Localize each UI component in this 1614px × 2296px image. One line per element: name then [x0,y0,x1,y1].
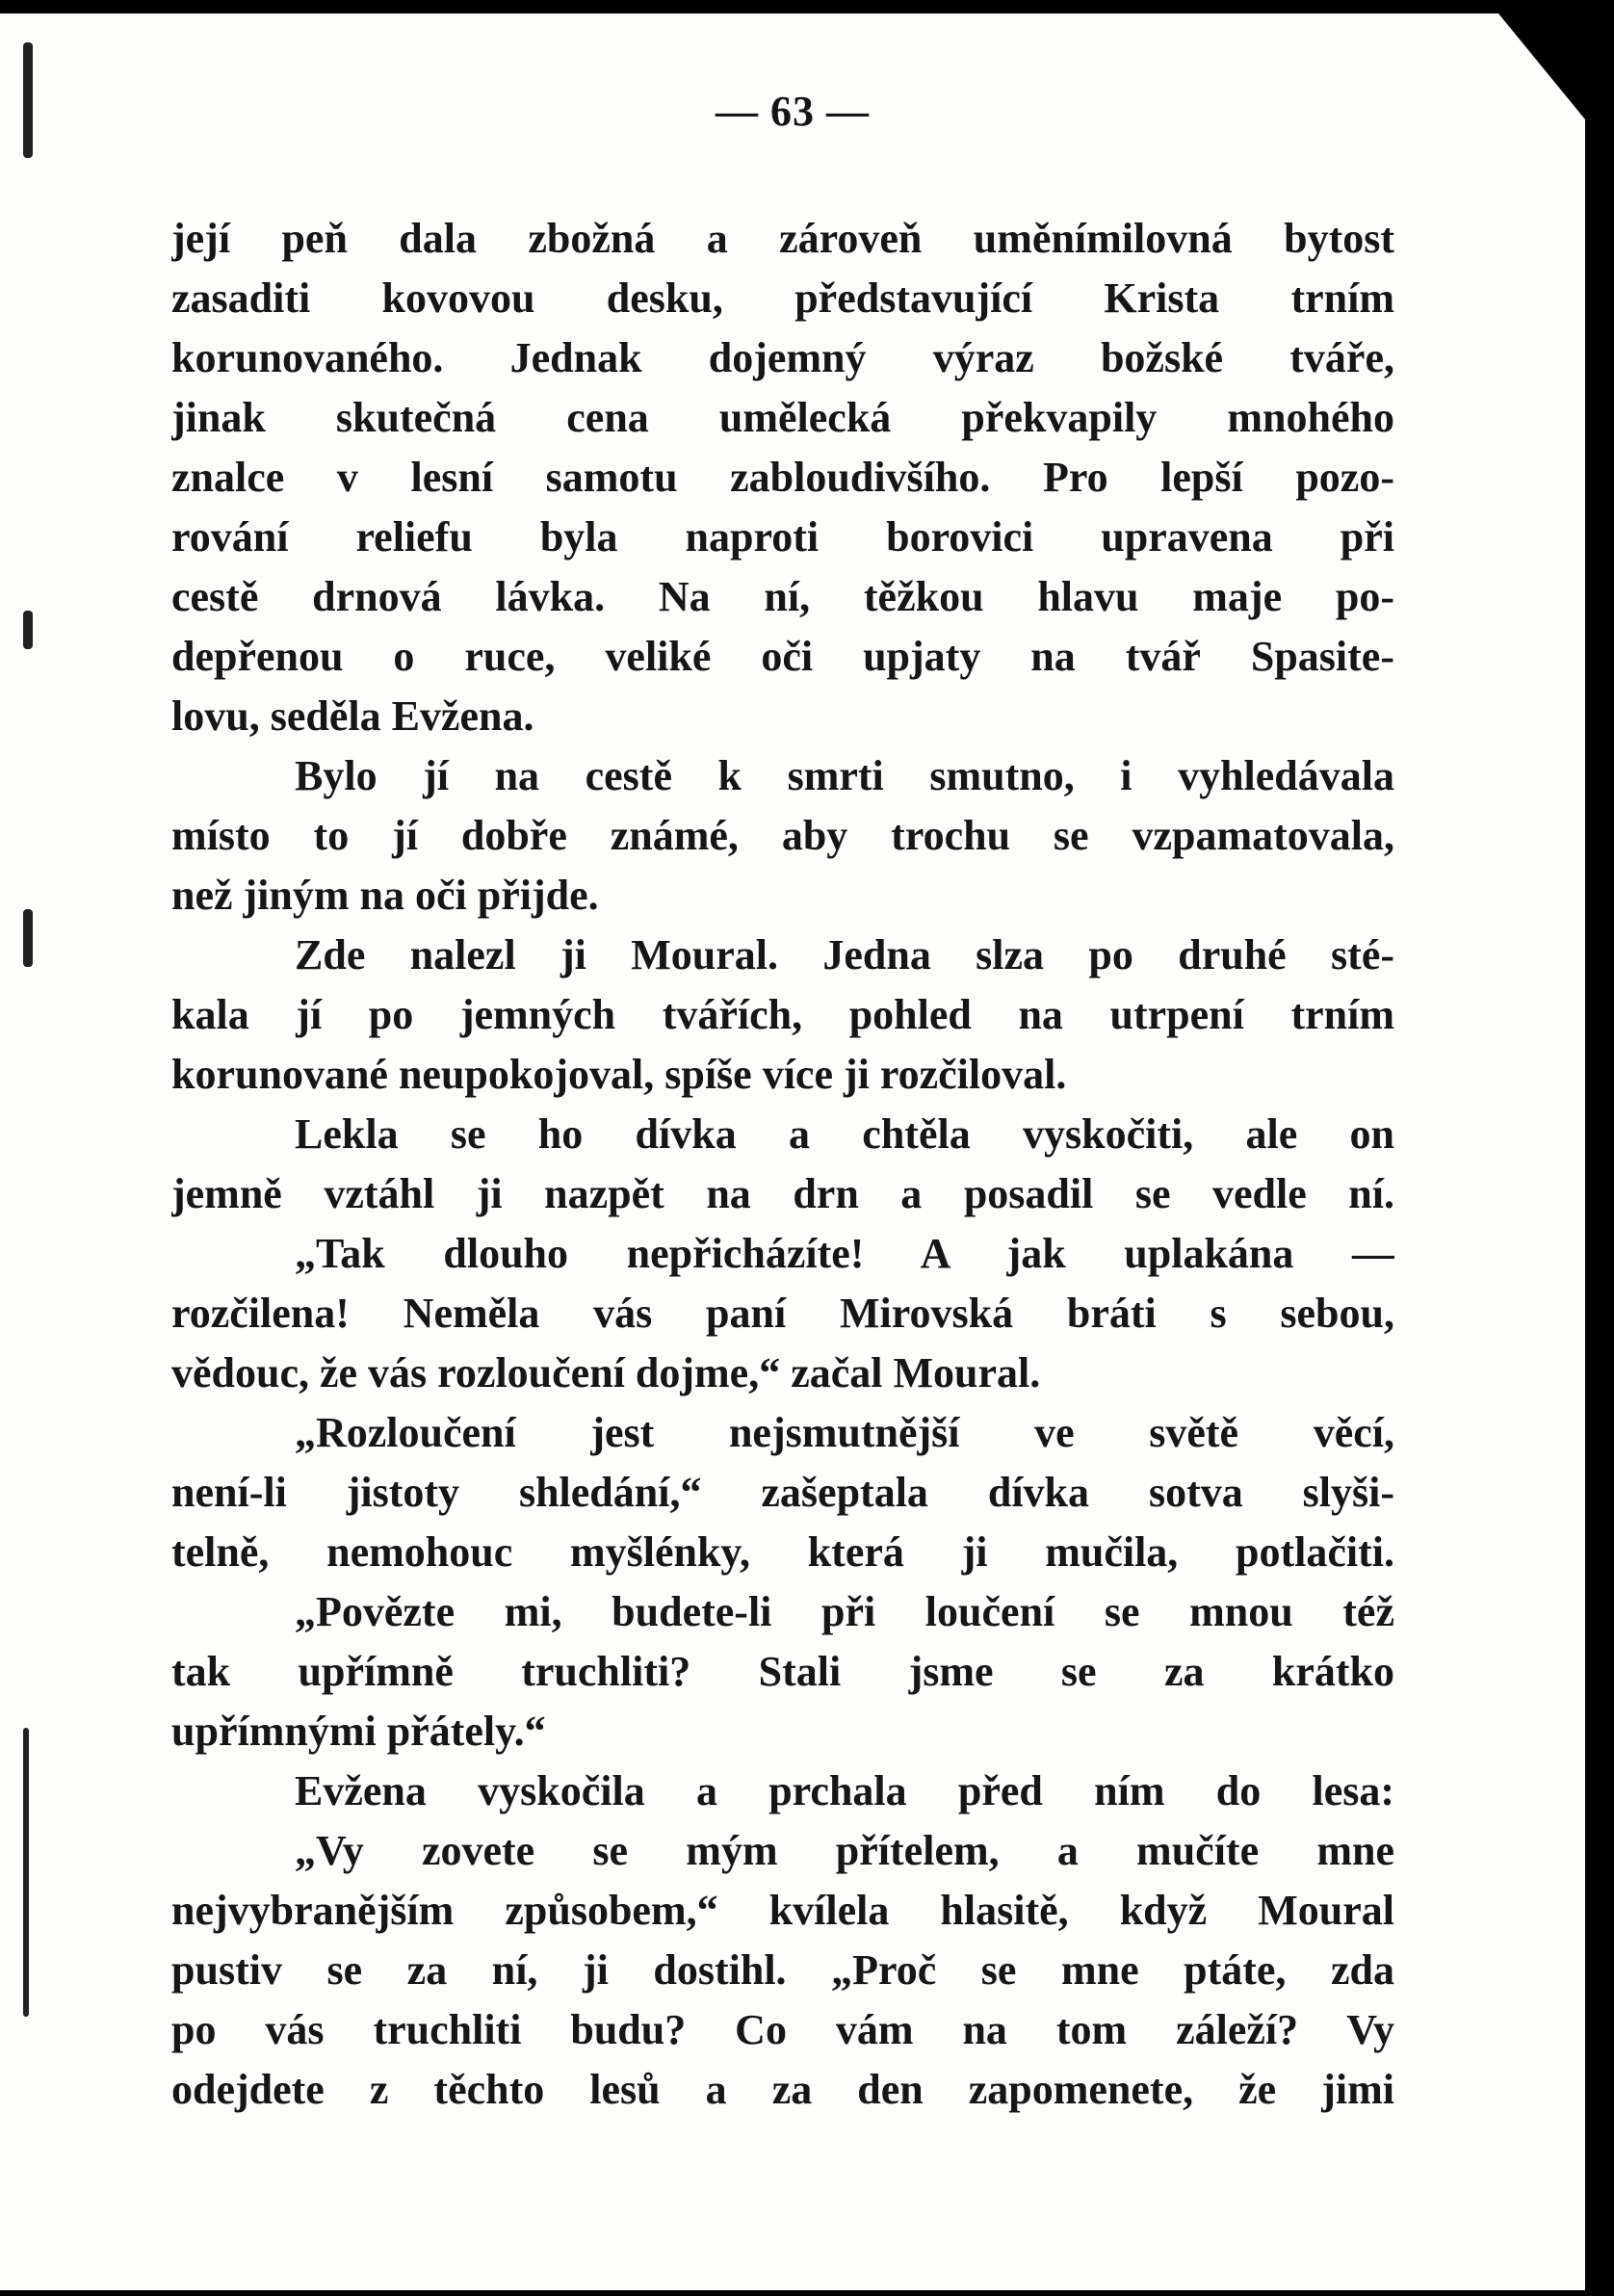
text-line: nejvybranějším způsobem,“ kvílela hlasitě, když Moural [171,1887,1394,1934]
text-line: než jiným na oči přijde. [171,872,599,919]
text-line: tak upřímně truchliti? Stali jsme se za krátko [171,1648,1394,1695]
text-line: rování reliefu byla naproti borovici upravena při [171,513,1394,561]
binding-mark [23,1728,29,2017]
text-line: lovu, seděla Evžena. [171,692,534,740]
text-line: její peň dala zbožná a zároveň uměnímilovná bytost [171,215,1394,262]
text-line: vědouc, že vás rozloučení dojme,“ začal Moural. [171,1349,1041,1396]
binding-mark [23,909,33,967]
text-line: Zde nalezl ji Moural. Jedna slza po druhé sté- [295,931,1394,978]
text-line: „Vy zovete se mým přítelem, a mučíte mne [295,1827,1394,1874]
text-line: korunované neupokojoval, spíše více ji rozčiloval. [171,1051,1067,1098]
text-line: není-li jistoty shledání,“ zašeptala dívka sotva slyši- [171,1469,1394,1516]
text-line: místo to jí dobře známé, aby trochu se vzpamatovala, [171,812,1394,859]
text-line: po vás truchliti budu? Co vám na tom záleží? Vy [171,2006,1394,2053]
text-line: „Rozloučení jest nejsmutnější ve světě věcí, [295,1409,1394,1456]
text-line: odejdete z těchto lesů a za den zapomenete, že jimi [171,2066,1394,2113]
text-body [171,209,1394,2120]
text-line: Lekla se ho dívka a chtěla vyskočiti, ale on [295,1110,1394,1158]
text-line: cestě drnová lávka. Na ní, těžkou hlavu maje po- [171,573,1394,620]
binding-mark [23,611,33,649]
page-number: — 63 — [716,88,870,135]
text-line: jemně vztáhl ji nazpět na drn a posadil se vedle ní. [171,1170,1394,1217]
text-line: zasaditi kovovou desku, představující Krista trním [171,274,1394,322]
text-line: depřenou o ruce, veliké oči upjaty na tvář Spasite- [171,633,1394,680]
text-line: korunovaného. Jednak dojemný výraz božské tváře, [171,334,1394,381]
text-line: upřímnými přátely.“ [171,1708,546,1755]
text-line: znalce v lesní samotu zabloudivšího. Pro lepší pozo- [171,454,1394,501]
text-line: „Tak dlouho nepřicházíte! A jak uplakána — [295,1230,1394,1277]
book-page [0,13,1585,2290]
text-line: rozčilena! Neměla vás paní Mirovská bráti s sebou, [171,1290,1394,1337]
text-line: kala jí po jemných tvářích, pohled na utrpení trním [171,991,1394,1038]
text-line: pustiv se za ní, ji dostihl. „Proč se mne ptáte, zda [171,1946,1394,1994]
text-line: telně, nemohouc myšlénky, která ji mučila, potlačiti. [171,1528,1394,1576]
text-line: Evžena vyskočila a prchala před ním do lesa: [295,1767,1394,1814]
text-line: jinak skutečná cena umělecká překvapily mnohého [171,394,1394,441]
text-line: Bylo jí na cestě k smrti smutno, i vyhledávala [295,752,1394,799]
text-line: „Povězte mi, budete-li při loučení se mnou též [295,1588,1394,1635]
